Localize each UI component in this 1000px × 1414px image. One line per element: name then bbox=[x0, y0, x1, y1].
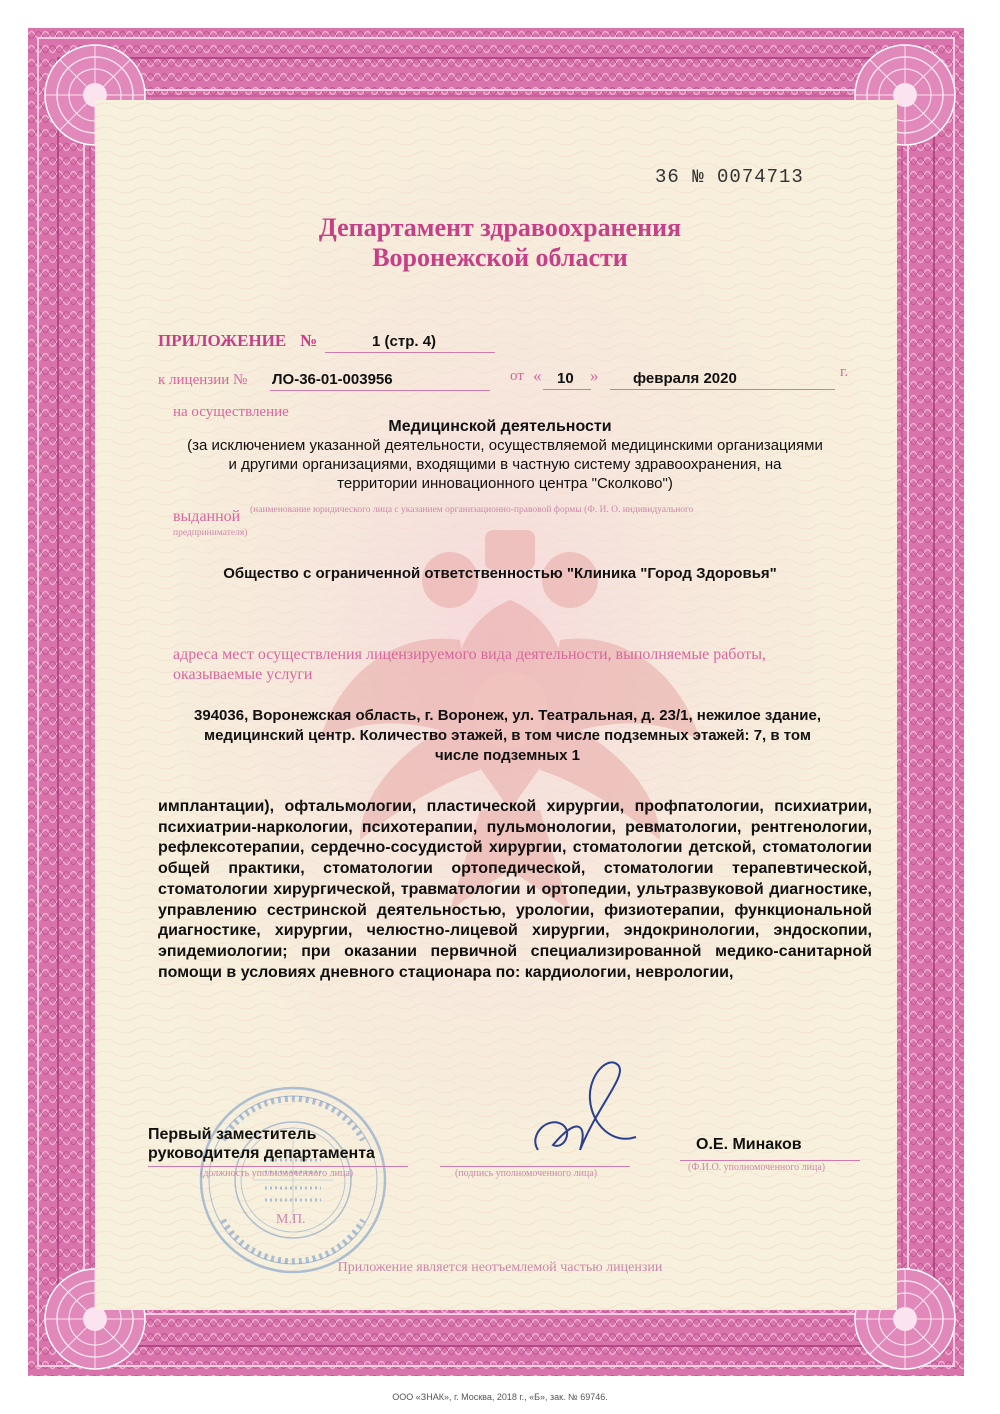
license-date-quote-open: « bbox=[533, 366, 542, 385]
signatory-position-line1: Первый заместитель bbox=[148, 1126, 317, 1143]
footer-note: Приложение является неотъемлемой частью лицензии bbox=[337, 1260, 663, 1275]
license-label: к лицензии № bbox=[158, 372, 248, 388]
activity-title: Медицинской деятельности bbox=[388, 418, 612, 435]
position-underline bbox=[148, 1166, 408, 1167]
printer-imprint: ООО «ЗНАК», г. Москва, 2018 г., «Б», зак. № 69746. bbox=[392, 1392, 608, 1402]
license-day-underline bbox=[543, 389, 591, 390]
issuer-title-line2: Воронежской области bbox=[372, 243, 628, 272]
issued-note-line1: (наименование юридического лица с указанием организационно-правовой формы (Ф. И. О. индивидуального bbox=[250, 505, 694, 515]
appendix-number-sign: № bbox=[300, 331, 318, 350]
signature-caption: (подпись уполномоченного лица) bbox=[455, 1168, 598, 1179]
signature-underline bbox=[440, 1166, 630, 1167]
signatory-name: О.Е. Минаков bbox=[696, 1136, 802, 1153]
appendix-number-value: 1 (стр. 4) bbox=[372, 333, 437, 350]
address-label-line2: оказываемые услуги bbox=[173, 666, 313, 683]
appendix-label: ПРИЛОЖЕНИЕ bbox=[158, 331, 287, 350]
name-underline bbox=[680, 1160, 860, 1161]
activity-scope-line3: территории инновационного центра "Сколково") bbox=[337, 475, 673, 492]
activity-scope-line1: (за исключением указанной деятельности, осуществляемой медицинскими организациями bbox=[187, 437, 823, 454]
position-caption: (должность уполномоченного лица) bbox=[200, 1168, 354, 1179]
services-text: имплантации), офтальмологии, пластической хирургии, профпатологии, психиатрии, психиатрии-наркологии, психотерапии, пульмонологии, ревматологии, рентгенологии, рефлексотерапии, сердечно-сосудистой хирургии, стоматологии детской, стоматологии общей практики, стоматологии ортопедической, стоматологии терапевтической, стоматологии хирургической, травматологии и ортопедии, ультразвуковой диагностике, управлению сестринской деятельностью, урологии, физиотерапии, функциональной диагностике, хирургии, челюстно-лицевой хирургии, эндокринологии, эндоскопии, эпидемиологии; при оказании первичной специализированной медико-санитарной помощи в условиях дневного стационара по: кардиологии, неврологии, bbox=[158, 798, 872, 981]
address-line2: медицинский центр. Количество этажей, в том числе подземных этажей: 7, в том bbox=[203, 727, 811, 744]
license-number-underline bbox=[270, 390, 490, 391]
signatory-position-line2: руководителя департамента bbox=[148, 1145, 375, 1162]
address-label-line1: адреса мест осуществления лицензируемого вида деятельности, выполняемые работы, bbox=[173, 646, 766, 663]
organization-name: Общество с ограниченной ответственностью "Клиника "Город Здоровья" bbox=[223, 565, 777, 582]
issued-note-line2: предпринимателя) bbox=[173, 528, 248, 538]
activity-label: на осуществление bbox=[173, 404, 289, 420]
license-date-from-label: от bbox=[510, 368, 524, 384]
appendix-underline bbox=[325, 352, 495, 353]
license-month-underline bbox=[610, 389, 835, 390]
name-caption: (Ф.И.О. уполномоченного лица) bbox=[688, 1162, 826, 1173]
address-line1: 394036, Воронежская область, г. Воронеж, ул. Театральная, д. 23/1, нежилое здание, bbox=[194, 707, 821, 724]
official-stamp-icon bbox=[193, 1080, 393, 1280]
license-date-day: 10 bbox=[557, 370, 574, 387]
issued-label: выданной bbox=[173, 508, 241, 525]
license-number: ЛО-36-01-003956 bbox=[272, 371, 393, 388]
address-line3: числе подземных 1 bbox=[434, 747, 581, 764]
license-date-quote-close: » bbox=[590, 366, 599, 385]
activity-scope-line2: и другими организациями, входящими в частную систему здравоохранения, на bbox=[228, 456, 782, 473]
services-list bbox=[158, 797, 872, 983]
license-date-month-year: февраля 2020 bbox=[633, 370, 737, 387]
stamp-place-label: М.П. bbox=[276, 1212, 306, 1227]
handwritten-signature-icon bbox=[518, 1055, 648, 1165]
license-year-suffix: г. bbox=[840, 364, 849, 380]
form-serial-number: 36 № 0074713 bbox=[655, 166, 804, 188]
issuer-title-line1: Департамент здравоохранения bbox=[318, 213, 682, 242]
